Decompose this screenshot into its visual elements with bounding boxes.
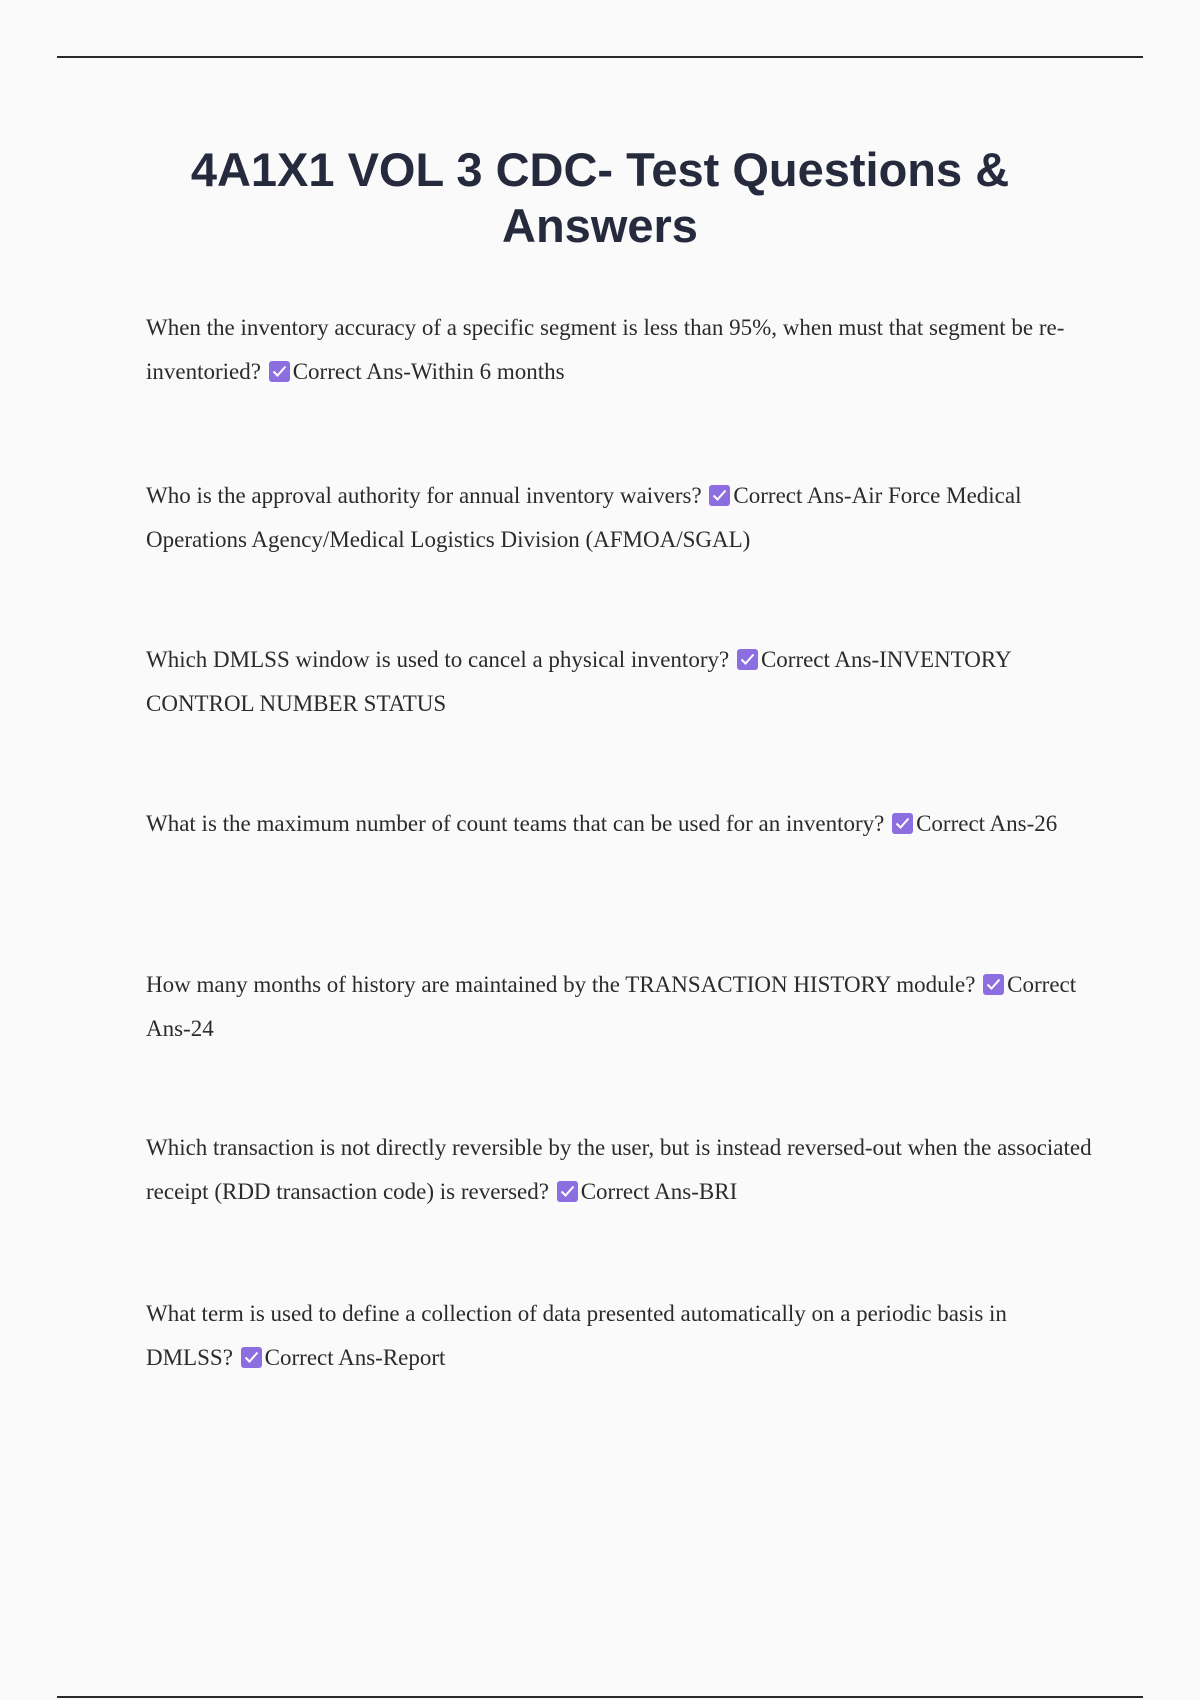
- question-text: Which transaction is not directly reversible by the user, but is instead reversed-out when the associated receipt (RDD transaction code) is reversed?: [146, 1135, 1092, 1204]
- question-text: Which DMLSS window is used to cancel a physical inventory?: [146, 647, 730, 672]
- question-text: What term is used to define a collection of data presented automatically on a periodic basis in DMLSS?: [146, 1301, 1007, 1370]
- question-text: When the inventory accuracy of a specific segment is less than 95%, when must that segment be re-inventoried?: [146, 315, 1065, 384]
- qa-item-5: [146, 963, 1096, 1051]
- answer-text: Correct Ans-Air Force Medical Operations Agency/Medical Logistics Division (AFMOA/SGAL): [146, 483, 1022, 552]
- qa-item-2: [146, 474, 1096, 562]
- checkmark-icon: [892, 813, 913, 834]
- checkmark-icon: [557, 1181, 578, 1202]
- answer-text: Correct Ans-Report: [264, 1345, 446, 1370]
- question-text: What is the maximum number of count teams that can be used for an inventory?: [146, 811, 885, 836]
- answer-text: Correct Ans-INVENTORY CONTROL NUMBER STATUS: [146, 647, 1011, 716]
- answer-text: Correct Ans-24: [146, 972, 1077, 1041]
- checkmark-icon: [241, 1347, 262, 1368]
- qa-item-3: [146, 638, 1096, 726]
- answer-text: Correct Ans-BRI: [580, 1179, 738, 1204]
- qa-item-7: [146, 1292, 1096, 1380]
- checkmark-icon: [737, 649, 758, 670]
- checkmark-icon: [269, 361, 290, 382]
- checkmark-icon: [983, 974, 1004, 995]
- question-text: How many months of history are maintained by the TRANSACTION HISTORY module?: [146, 972, 976, 997]
- question-text: Who is the approval authority for annual inventory waivers?: [146, 483, 702, 508]
- answer-text: Correct Ans-Within 6 months: [292, 359, 565, 384]
- checkmark-icon: [709, 485, 730, 506]
- qa-item-4: [146, 802, 1096, 846]
- document-title: 4A1X1 VOL 3 CDC- Test Questions & Answers: [190, 143, 1010, 252]
- qa-item-1: [146, 306, 1096, 394]
- answer-text: Correct Ans-26: [916, 811, 1058, 836]
- top-divider: [57, 56, 1143, 58]
- qa-item-6: [146, 1126, 1096, 1214]
- bottom-divider: [57, 1696, 1143, 1698]
